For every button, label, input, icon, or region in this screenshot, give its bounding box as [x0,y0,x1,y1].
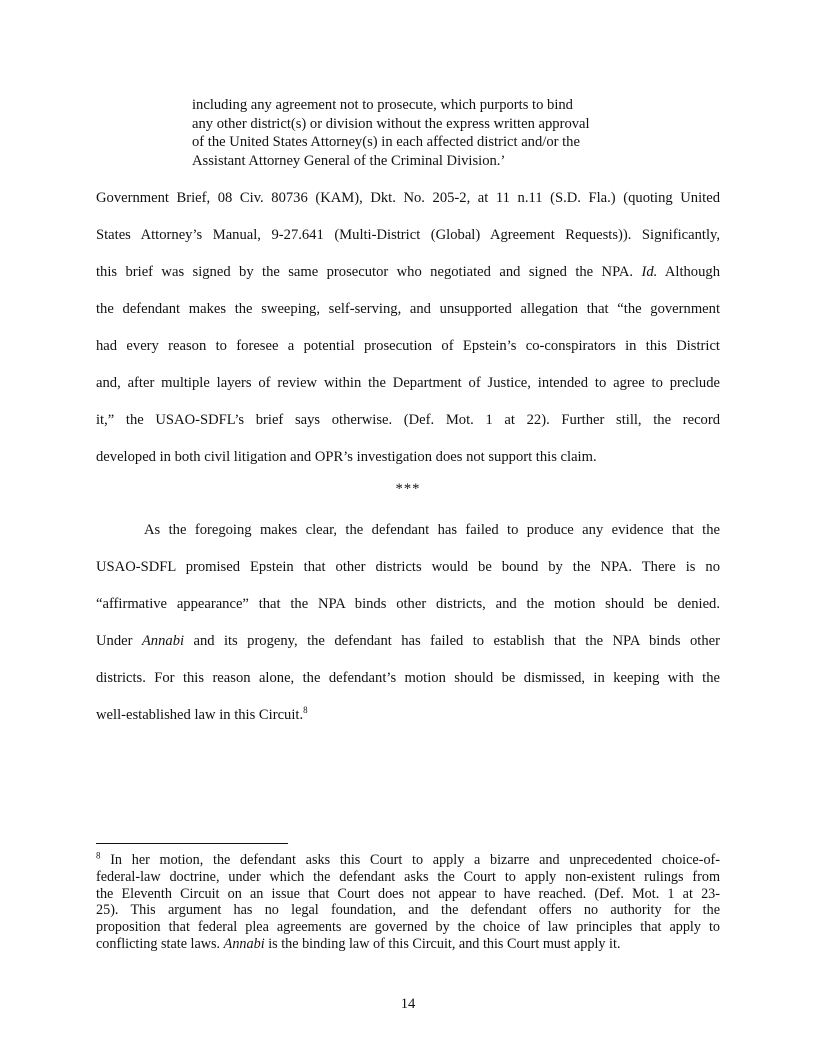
text-line: Government Brief, 08 Civ. 80736 (KAM), Dkt. No. 205-2, at 11 n.11 (S.D. Fla.) (quoting United [96,190,720,206]
footnote-divider [96,843,288,844]
paragraph-government-brief [96,180,720,476]
footnote [96,852,720,953]
text-line: “affirmative appearance” that the NPA binds other districts, and the motion should be denied. [96,596,720,612]
page-number: 14 [400,996,416,1012]
text-line: well-established law in this Circuit.$^8$ [96,705,308,723]
text-line: USAO-SDFL promised Epstein that other districts would be bound by the NPA. There is no [96,559,720,575]
footnote-line: $^8$ In her motion, the defendant asks this Court to apply a bizarre and unprecedented choice-of- [96,850,720,868]
section-separator: *** [395,481,421,497]
text-line: the defendant makes the sweeping, self-serving, and unsupported allegation that “the government [96,301,720,317]
case-name: Annabi [141,633,185,649]
text-line: had every reason to foresee a potential prosecution of Epstein’s co-conspirators in this District [96,338,720,354]
footnote-line: proposition that federal plea agreements are governed by the choice of law principles that apply to [96,919,720,936]
case-name: Annabi [223,935,265,952]
quote-line: any other district(s) or division without the express written approval [192,115,590,132]
text-line: Under Annabi and its progeny, the defendant has failed to establish that the NPA binds other [96,633,720,649]
text-line: developed in both civil litigation and OPR’s investigation does not support this claim. [96,449,597,465]
citation-id: Id. [641,264,658,280]
text-line: As the foregoing makes clear, the defendant has failed to produce any evidence that the [144,522,720,538]
block-quote [192,96,626,170]
text-line: States Attorney’s Manual, 9-27.641 (Multi-District (Global) Agreement Requests)). Significantly, [96,227,720,243]
footnote-line: conflicting state laws. Annabi is the binding law of this Circuit, and this Court must apply it. [96,935,621,952]
text-line: and, after multiple layers of review within the Department of Justice, intended to agree to preclude [96,375,720,391]
footnote-reference[interactable]: 8 [303,705,308,716]
footnote-line: federal-law doctrine, under which the defendant asks the Court to apply non-existent rulings from [96,868,720,885]
text-line: districts. For this reason alone, the defendant’s motion should be dismissed, in keeping with the [96,670,720,686]
footnote-number: 8 [96,850,101,861]
text-line: this brief was signed by the same prosecutor who negotiated and signed the NPA. Id. Although [96,264,720,280]
footnote-line: the Eleventh Circuit on an issue that Court does not appear to have reached. (Def. Mot. 1 at 23- [96,885,720,902]
quote-line: Assistant Attorney General of the Criminal Division.’ [192,152,506,169]
quote-line: of the United States Attorney(s) in each affected district and/or the [192,134,580,150]
footnote-line: 25). This argument has no legal foundation, and the defendant offers no authority for the [96,902,720,919]
quote-line: including any agreement not to prosecute, which purports to bind [192,97,573,113]
text-line: it,” the USAO-SDFL’s brief says otherwise. (Def. Mot. 1 at 22). Further still, the record [96,412,720,428]
paragraph-conclusion [96,512,720,734]
